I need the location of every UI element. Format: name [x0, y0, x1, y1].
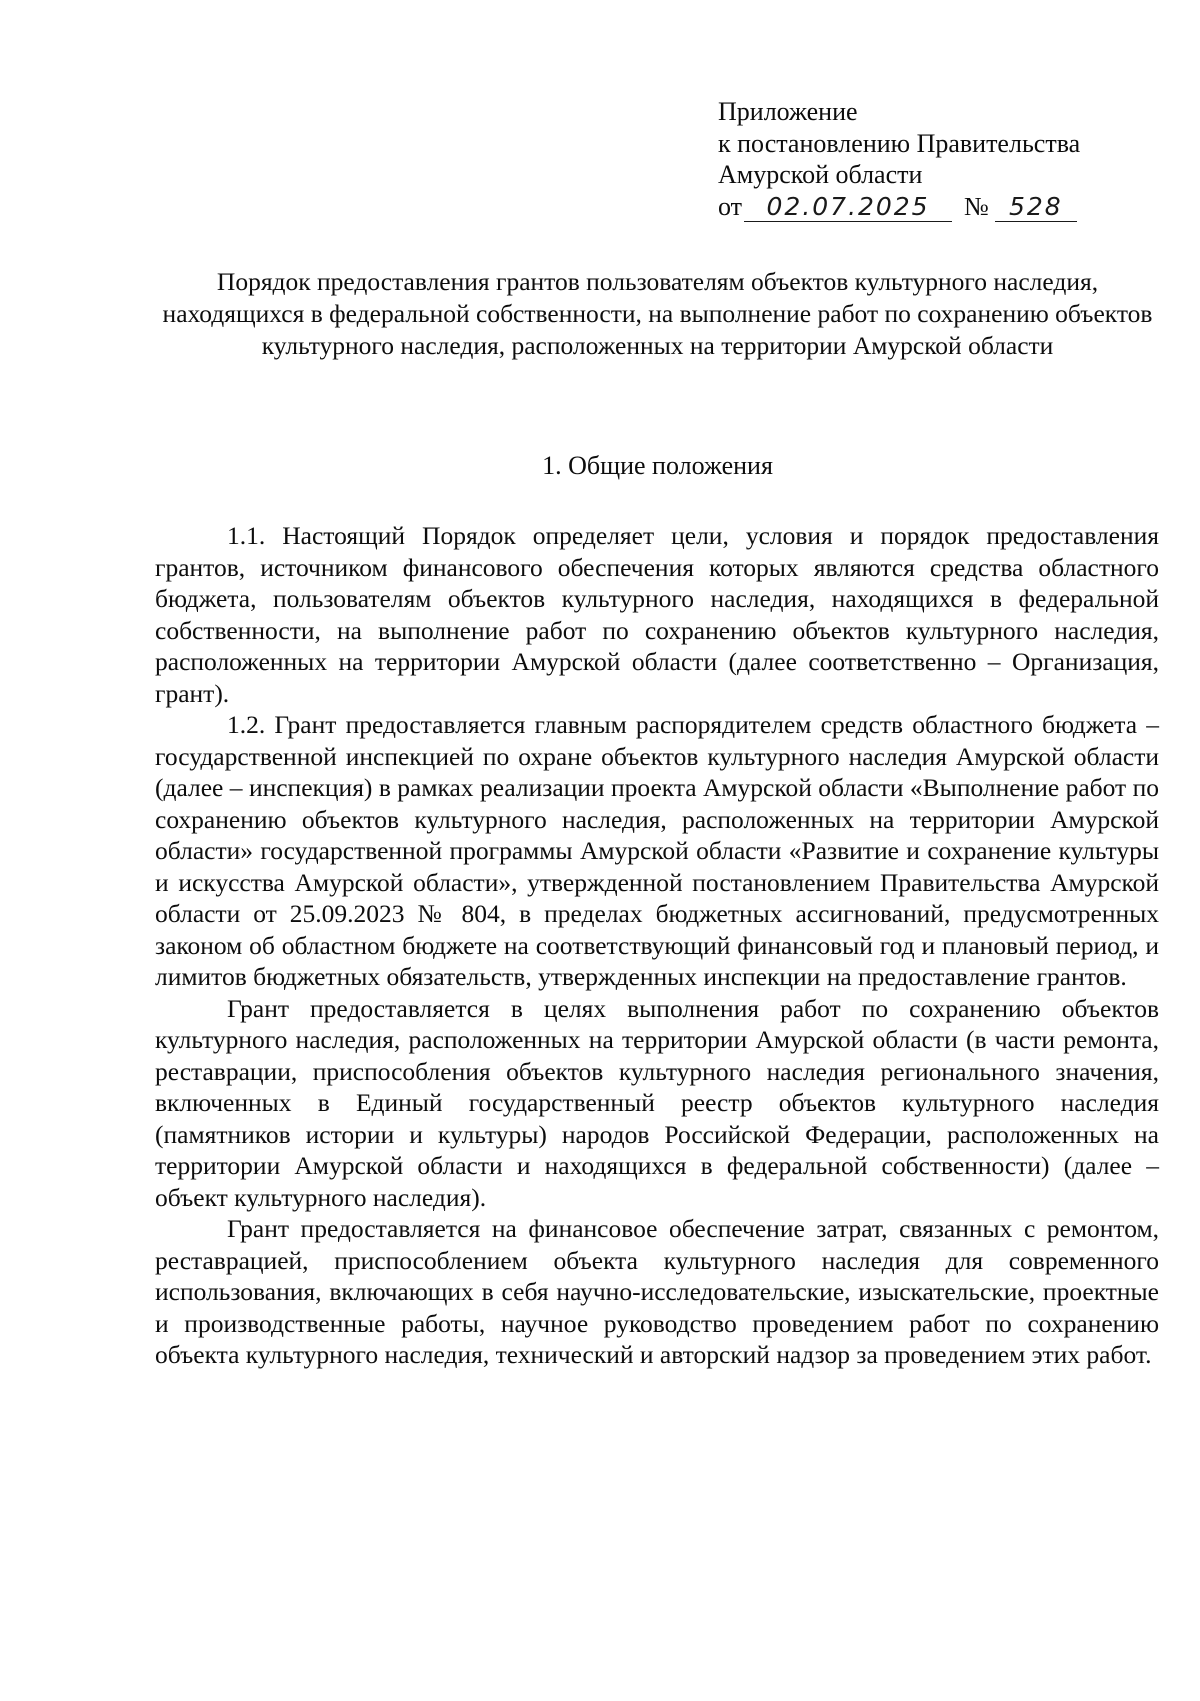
handwritten-number: 528	[995, 193, 1077, 222]
appendix-title: Приложение	[718, 97, 858, 126]
appendix-date-line	[718, 191, 1158, 223]
paragraph-grant-costs: Грант предоставляется на финансовое обеспечение затрат, связанных с ремонтом, реставрацией, приспособлением объекта культурного наследия для современного использования, включающих в себя научно-исследовательские, изыскательские, проектные и производственные работы, научное руководство проведением работ по сохранению объекта культурного наследия, технический и авторский надзор за проведением этих работ.	[155, 1214, 1159, 1369]
appendix-block	[718, 96, 1158, 222]
appendix-region: Амурской области	[718, 160, 923, 189]
document-body	[155, 520, 1159, 1371]
date-prefix: от	[718, 191, 743, 221]
section-heading: 1. Общие положения	[542, 451, 773, 480]
appendix-reference: к постановлению Правительства	[718, 128, 1081, 158]
number-sign: №	[964, 191, 989, 221]
handwritten-date: 02.07.2025	[744, 193, 952, 222]
paragraph-1-2: 1.2. Грант предоставляется главным распорядителем средств областного бюджета – государственной инспекцией по охране объектов культурного наследия Амурской области (далее – инспекция) в рамках реализации проекта Амурской области «Выполнение работ по сохранению объектов культурного наследия, расположенных на территории Амурской области» государственной программы Амурской области «Развитие и сохранение культуры и искусства Амурской области», утвержденной постановлением Правительства Амурской области от 25.09.2023 № 804, в пределах бюджетных ассигнований, предусмотренных законом об областном бюджете на соответствующий финансовый год и плановый период, и лимитов бюджетных обязательств, утвержденных инспекции на предоставление грантов.	[155, 710, 1159, 991]
paragraph-grant-purpose: Грант предоставляется в целях выполнения работ по сохранению объектов культурного наследия, расположенных на территории Амурской области (в части ремонта, реставрации, приспособления объектов культурного наследия регионального значения, включенных в Единый государственный реестр объектов культурного наследия (памятников истории и культуры) народов Российской Федерации, расположенных на территории Амурской области и находящихся в федеральной собственности) (далее – объект культурного наследия).	[155, 993, 1159, 1212]
document-title: Порядок предоставления грантов пользователям объектов культурного наследия, находящихся в федеральной собственности, на выполнение работ по сохранению объектов культурного наследия, расположенных на территории Амурской области	[162, 267, 1153, 360]
paragraph-1-1: 1.1. Настоящий Порядок определяет цели, условия и порядок предоставления грантов, источником финансового обеспечения которых являются средства областного бюджета, пользователям объектов культурного наследия, находящихся в федеральной собственности, на выполнение работ по сохранению объектов культурного наследия, расположенных на территории Амурской области (далее соответственно – Организация, грант).	[155, 521, 1159, 708]
